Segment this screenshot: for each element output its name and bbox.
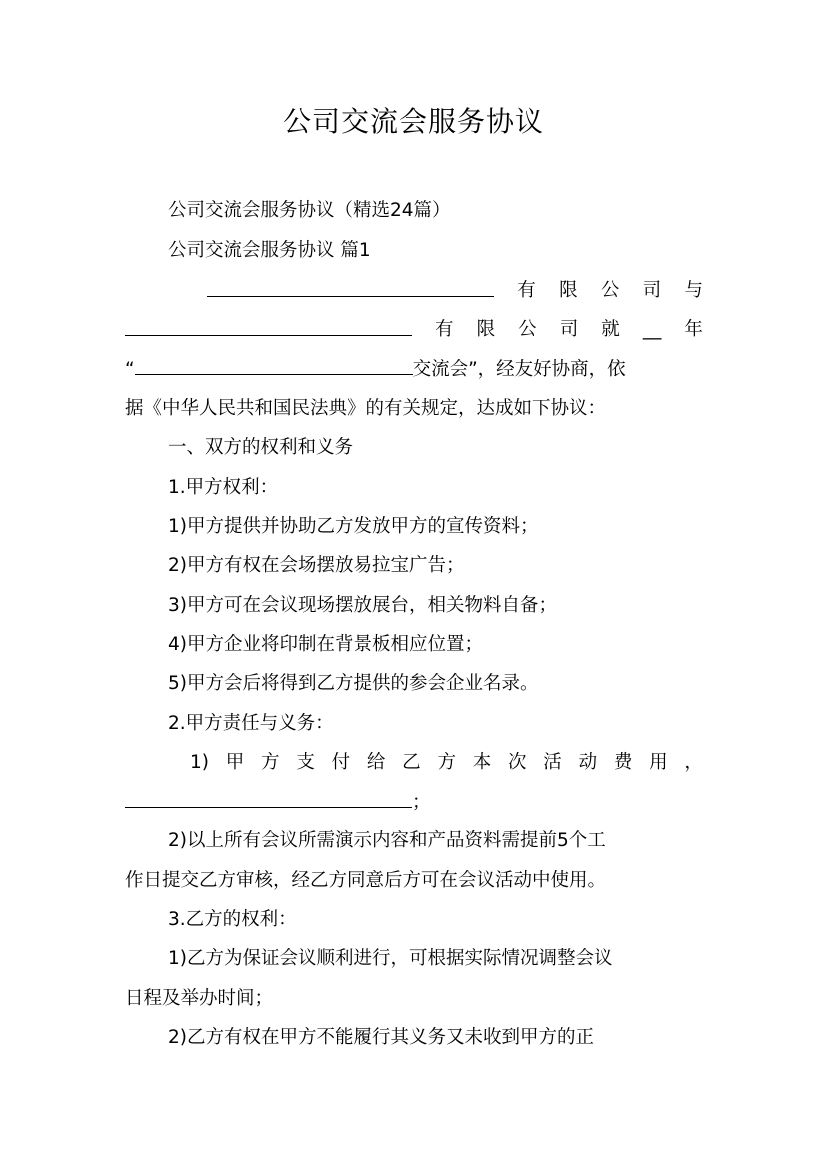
intro-line-1 <box>207 279 703 303</box>
list-item: 2)甲方有权在会场摆放易拉宝广告； <box>168 555 465 576</box>
intro-line-4: 据《中华人民共和国民法典》的有关规定，达成如下协议： <box>125 398 607 419</box>
party-a-duties-heading: 2.甲方责任与义务： <box>168 713 334 734</box>
intro-char: 就 <box>601 319 620 340</box>
intro-year-blank: __ <box>642 319 662 340</box>
duty-char: 方 <box>261 752 280 773</box>
intro-char: 公 <box>600 280 620 301</box>
list-item: 4)甲方企业将印制在背景板相应位置； <box>168 634 483 655</box>
intro-line-3 <box>125 357 703 382</box>
duty-item-1-line-1 <box>190 751 703 775</box>
party-b-item-2-line-1: 2)乙方有权在甲方不能履行其义务又未收到甲方的正 <box>168 1027 594 1048</box>
duty-item-2-line-2: 作日提交乙方审核，经乙方同意后方可在会议活动中使用。 <box>125 870 607 891</box>
semicolon: ； <box>412 792 431 813</box>
blank-company-a <box>207 279 494 297</box>
document-subtitle: 公司交流会服务协议（精选24篇） <box>168 200 451 221</box>
document-title: 公司交流会服务协议 <box>282 105 544 138</box>
intro-char: 司 <box>642 280 662 301</box>
intro-line-2 <box>125 318 703 342</box>
intro-char: 有 <box>435 319 454 340</box>
duty-char: ， <box>684 752 703 773</box>
intro-char: 公 <box>518 319 537 340</box>
list-item: 5)甲方会后将得到乙方提供的参会企业名录。 <box>168 673 539 694</box>
duty-char: 方 <box>437 752 456 773</box>
duty-char: 动 <box>578 752 598 773</box>
intro-char: 有 <box>517 280 536 301</box>
duty-char: 用 <box>649 752 668 773</box>
chapter-heading: 公司交流会服务协议 篇1 <box>168 240 371 261</box>
intro-char: 与 <box>684 280 703 301</box>
section-heading: 一、双方的权利和义务 <box>168 437 354 458</box>
duty-char: 费 <box>613 752 633 773</box>
duty-char: 乙 <box>402 752 421 773</box>
duty-char: 支 <box>296 752 315 773</box>
duty-char: 甲 <box>225 752 245 773</box>
intro-char: 司 <box>559 319 579 340</box>
blank-company-b <box>125 318 412 336</box>
party-a-rights-heading: 1.甲方权利： <box>168 477 279 498</box>
duty-char: 活 <box>543 752 562 773</box>
intro-char: 年 <box>684 319 703 340</box>
party-b-item-1-line-2: 日程及举办时间； <box>125 988 274 1009</box>
duty-item-2-line-1: 2)以上所有会议所需演示内容和产品资料需提前5个工 <box>168 830 606 851</box>
duty-char: 1) <box>190 752 209 773</box>
intro-char: 限 <box>559 280 578 301</box>
blank-event-name <box>135 357 413 375</box>
intro-line-3-text: 交流会”，经友好协商，依 <box>412 359 626 380</box>
duty-char: 给 <box>366 752 386 773</box>
duty-char: 本 <box>472 752 492 773</box>
list-item: 3)甲方可在会议现场摆放展台，相关物料自备； <box>168 595 557 616</box>
intro-char: 限 <box>476 319 496 340</box>
blank-fee-amount <box>125 790 412 808</box>
open-quote: “ <box>125 359 135 380</box>
party-b-rights-heading: 3.乙方的权利： <box>168 909 297 930</box>
list-item: 1)甲方提供并协助乙方发放甲方的宣传资料； <box>168 516 539 537</box>
duty-item-1-line-2 <box>125 790 703 815</box>
duty-char: 付 <box>331 752 351 773</box>
party-b-item-1-line-1: 1)乙方为保证会议顺利进行，可根据实际情况调整会议 <box>168 948 613 969</box>
duty-char: 次 <box>508 752 527 773</box>
